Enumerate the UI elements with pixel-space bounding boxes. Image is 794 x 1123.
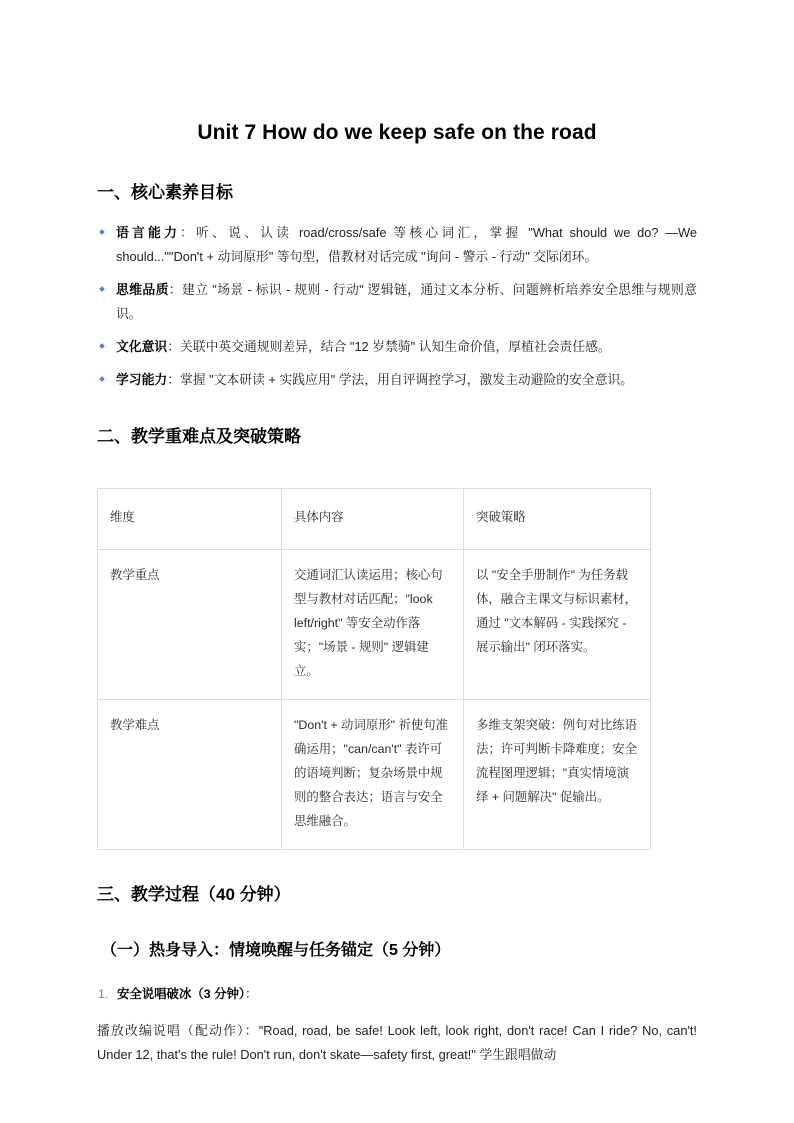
table-header-row <box>98 489 651 550</box>
table-cell: 交通词汇认读运用；核心句型与教材对话匹配；"look left/right" 等安全动作落实；"场景 - 规则" 逻辑建立。 <box>282 550 464 700</box>
goal-text: ：建立 "场景 - 标识 - 规则 - 行动" 逻辑链，通过文本分析、问题辨析培养安全思维与规则意识。 <box>116 282 697 321</box>
list-item <box>97 221 697 269</box>
table-header-cell: 突破策略 <box>464 489 651 550</box>
list-item <box>97 278 697 326</box>
bullet-diamond-icon <box>99 376 105 382</box>
bullet-diamond-icon <box>99 286 105 292</box>
goal-label: 学习能力 <box>116 372 168 387</box>
table-row <box>98 550 651 700</box>
list-number: 1. <box>98 987 109 1001</box>
table-cell: 以 "安全手册制作" 为任务载体，融合主课文与标识素材，通过 "文本解码 - 实践探究 - 展示输出" 闭环落实。 <box>464 550 651 700</box>
goal-label: 思维品质 <box>116 282 169 297</box>
key-difficulty-table-wrapper <box>97 454 697 850</box>
table-header-cell: 具体内容 <box>282 489 464 550</box>
table-cell: 教学重点 <box>98 550 282 700</box>
table-cell: 多维支架突破：例句对比练语法；许可判断卡降难度；安全流程图理逻辑；"真实情境演绎 + 问题解决" 促输出。 <box>464 700 651 850</box>
section-heading-one: 一、核心素养目标 <box>97 183 233 202</box>
bullet-diamond-icon <box>99 229 105 235</box>
list-item <box>97 983 697 1005</box>
goal-text: ：听、说、认读 road/cross/safe 等核心词汇，掌握 "What should we do? —We should...""Don't + 动词原形" 等句型，借教材对话完成 "询问 - 警示 - 行动" 交际闭环。 <box>116 225 697 264</box>
page-title: Unit 7 How do we keep safe on the road <box>197 121 597 144</box>
list-item <box>97 368 697 392</box>
table-header-cell: 维度 <box>98 489 282 550</box>
table-cell: 教学难点 <box>98 700 282 850</box>
section-heading-two: 二、教学重难点及突破策略 <box>97 427 301 446</box>
goal-text: ：关联中英交通规则差异，结合 "12 岁禁骑" 认知生命价值，厚植社会责任感。 <box>167 339 611 354</box>
step-label: 安全说唱破冰（3 分钟） <box>117 987 246 1001</box>
table-row <box>98 700 651 850</box>
step-colon: ： <box>245 987 258 1001</box>
bullet-diamond-icon <box>99 343 105 349</box>
goal-text: ：掌握 "文本研读 + 实践应用" 学法，用自评调控学习，激发主动避险的安全意识。 <box>167 372 634 387</box>
core-literacy-goals-list <box>97 221 697 392</box>
teaching-steps-list <box>97 983 697 1005</box>
list-item <box>97 335 697 359</box>
warmup-paragraph: 播放改编说唱（配动作）："Road, road, be safe! Look left, look right, don't race! Can I ride? No, can't! Under 12, that's the rule! Don't run, don't skate—safety first, great!" 学生跟唱做动 <box>97 1023 697 1062</box>
goal-label: 语言能力 <box>116 225 181 240</box>
key-difficulty-table <box>97 488 651 850</box>
table-cell: "Don't + 动词原形" 祈使句准确运用；"can/can't" 表许可的语境判断；复杂场景中规则的整合表达；语言与安全思维融合。 <box>282 700 464 850</box>
section-heading-three: 三、教学过程（40 分钟） <box>97 885 291 904</box>
subsection-heading-warmup: （一）热身导入：情境唤醒与任务锚定（5 分钟） <box>101 942 451 959</box>
goal-label: 文化意识 <box>116 339 168 354</box>
